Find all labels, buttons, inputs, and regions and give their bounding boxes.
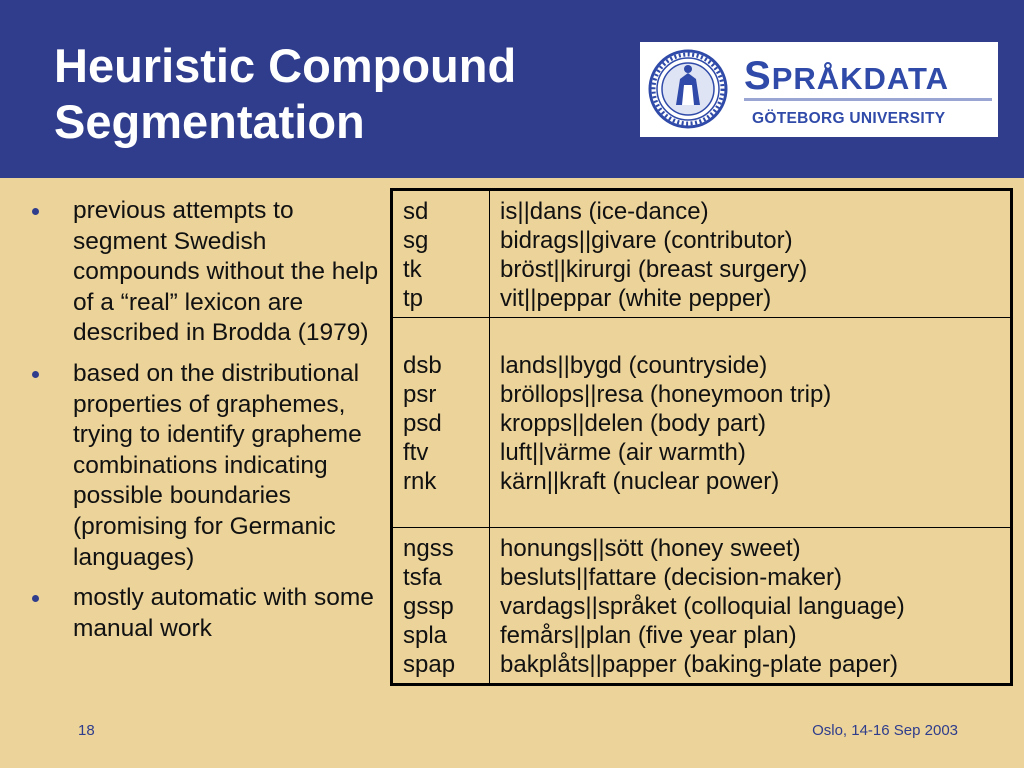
slide-title xyxy=(54,38,516,150)
example-cell xyxy=(490,190,1012,318)
compound-example: kärn||kraft (nuclear power) xyxy=(500,468,780,495)
compound-example: kropps||delen (body part) xyxy=(500,410,766,437)
compound-example: bröllops||resa (honeymoon trip) xyxy=(500,381,832,408)
logo-name-rest: PRÅKDATA xyxy=(771,61,950,96)
bullet-text: mostly automatic with some manual work xyxy=(73,584,374,642)
compound-example: vardags||språket (colloquial language) xyxy=(500,593,905,620)
compound-example: besluts||fattare (decision-maker) xyxy=(500,564,842,591)
bullet-dot-icon xyxy=(32,371,39,378)
code-cell xyxy=(392,190,490,318)
grapheme-code: rnk xyxy=(403,468,437,495)
compound-example: luft||värme (air warmth) xyxy=(500,439,746,466)
bullet-dot-icon xyxy=(32,208,39,215)
example-cell xyxy=(490,528,1012,685)
compound-example: femårs||plan (five year plan) xyxy=(500,622,797,649)
grapheme-code: tk xyxy=(403,256,422,283)
example-cell xyxy=(490,318,1012,528)
bullet-item xyxy=(28,583,382,644)
compound-example: vit||peppar (white pepper) xyxy=(500,285,772,312)
grapheme-code: tsfa xyxy=(403,564,442,591)
logo-divider xyxy=(744,98,992,101)
grapheme-code: sg xyxy=(403,227,429,254)
grapheme-code: dsb xyxy=(403,352,442,379)
logo-name-initial: S xyxy=(744,54,772,98)
logo-university: GÖTEBORG UNIVERSITY xyxy=(752,110,946,127)
grapheme-code: ngss xyxy=(403,535,454,562)
slide-header xyxy=(0,0,1024,178)
grapheme-code: spla xyxy=(403,622,448,649)
slide-number: 18 xyxy=(78,722,95,739)
compound-example: bidrags||givare (contributor) xyxy=(500,227,793,254)
bullet-text: based on the distributional properties of graphemes, trying to identify grapheme combinations indicating possible boundaries (promising for Germanic languages) xyxy=(73,359,362,571)
bullet-list xyxy=(28,196,382,654)
table-row xyxy=(392,318,1012,528)
grapheme-code: psd xyxy=(403,410,442,437)
grapheme-table xyxy=(390,188,1013,686)
table-row xyxy=(392,190,1012,318)
compound-example: lands||bygd (countryside) xyxy=(500,352,768,379)
slide-title-line-1: Heuristic Compound xyxy=(54,39,517,92)
code-cell xyxy=(392,318,490,528)
grapheme-code: sd xyxy=(403,198,429,225)
grapheme-code: psr xyxy=(403,381,437,408)
grapheme-code: tp xyxy=(403,285,424,312)
compound-example: bakplåts||papper (baking-plate paper) xyxy=(500,651,899,678)
compound-example: honungs||sött (honey sweet) xyxy=(500,535,801,562)
grapheme-code: gssp xyxy=(403,593,454,620)
university-seal-icon xyxy=(648,49,728,129)
compound-example: bröst||kirurgi (breast surgery) xyxy=(500,256,808,283)
footer-event: Oslo, 14-16 Sep 2003 xyxy=(812,722,958,739)
grapheme-code: ftv xyxy=(403,439,429,466)
bullet-item xyxy=(28,196,382,349)
bullet-item xyxy=(28,359,382,573)
table-row xyxy=(392,528,1012,685)
compound-example: is||dans (ice-dance) xyxy=(500,198,709,225)
code-cell xyxy=(392,528,490,685)
sprakdata-logo xyxy=(640,42,998,137)
bullet-dot-icon xyxy=(32,595,39,602)
logo-name xyxy=(744,54,949,99)
bullet-text: previous attempts to segment Swedish compounds without the help of a “real” lexicon are described in Brodda (1979) xyxy=(73,197,379,347)
grapheme-code: spap xyxy=(403,651,456,678)
slide-title-line-2: Segmentation xyxy=(54,95,365,148)
